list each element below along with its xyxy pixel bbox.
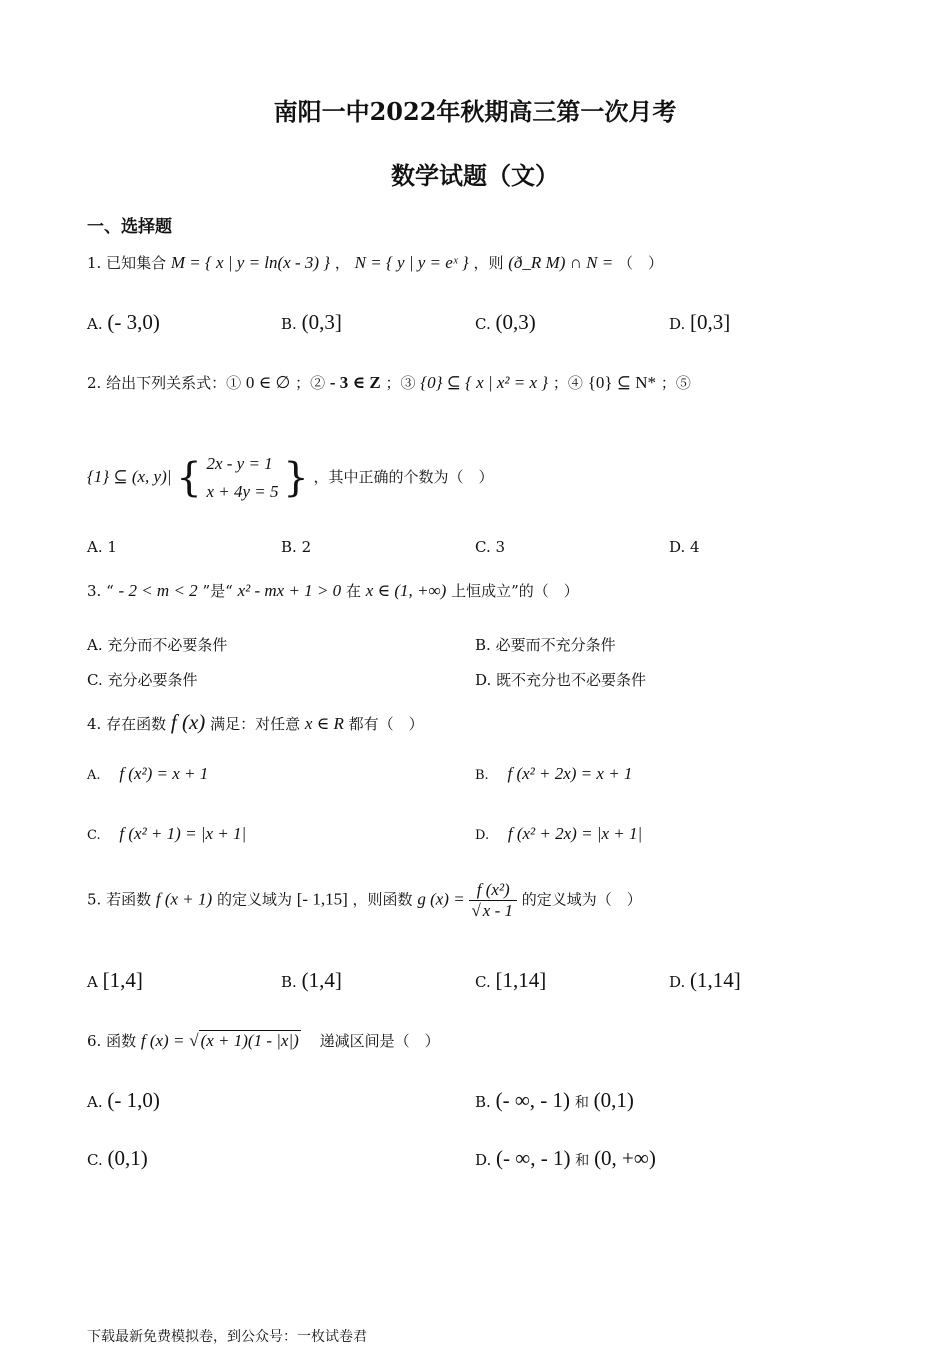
option-label: A. (87, 636, 103, 654)
right-brace-icon: } (283, 455, 309, 501)
option-label: C. (87, 671, 103, 689)
option-value: (- 1,0) (107, 1088, 160, 1112)
q2-relation-5: {1} ⊆ (x, y)| (87, 467, 172, 486)
q1-prefix: 1. 已知集合 (87, 254, 167, 272)
q5-radicand: x - 1 (482, 901, 514, 920)
q5-function: f (x + 1) (155, 889, 213, 909)
option-conjunction: 和 (575, 1153, 590, 1169)
q5-numerator: f (x²) (469, 880, 517, 901)
option-label: B. (475, 768, 489, 783)
q1-option-a[interactable] (87, 310, 160, 335)
q2-sep-3: ；③ (385, 374, 416, 392)
question-5 (87, 880, 642, 921)
q5-domain: [- 1,15] (296, 889, 348, 909)
question-6 (87, 1030, 440, 1051)
option-value: f (x² + 1) = |x + 1| (119, 824, 247, 843)
option-value: (- ∞, - 1) (495, 1088, 571, 1112)
option-value-2: (0, +∞) (594, 1146, 656, 1170)
q2-sep-2: ；② (295, 374, 326, 392)
question-3 (87, 580, 579, 601)
q4-prefix: 4. 存在函数 (87, 715, 167, 733)
q4-option-c[interactable] (87, 824, 246, 844)
option-label: C. (87, 1151, 103, 1169)
q1-option-d[interactable] (669, 310, 730, 335)
option-value: 既不充分也不必要条件 (496, 671, 647, 689)
q5-g: g (x) = (417, 889, 465, 909)
option-label: A. (87, 768, 101, 783)
q6-option-d[interactable] (475, 1146, 656, 1171)
option-value: (1,4] (301, 968, 342, 992)
q5-option-a[interactable] (87, 968, 143, 993)
option-value: 1 (107, 538, 117, 556)
option-conjunction: 和 (574, 1095, 589, 1111)
q4-option-b[interactable] (475, 764, 632, 784)
option-value: f (x²) = x + 1 (119, 764, 209, 783)
option-label: C. (87, 828, 101, 843)
option-value: f (x² + 2x) = |x + 1| (507, 824, 643, 843)
q2-equation-system (206, 450, 278, 506)
option-value: 2 (301, 538, 312, 556)
option-value: (- 3,0) (107, 310, 160, 334)
q3-option-b[interactable] (475, 634, 616, 655)
q3-option-a[interactable] (87, 634, 227, 655)
q1-option-c[interactable] (475, 310, 536, 335)
option-value: 充分必要条件 (107, 671, 198, 689)
option-value: (0,3] (301, 310, 342, 334)
q3-option-d[interactable] (475, 669, 646, 690)
q1-then: ，则 (473, 254, 504, 272)
option-value: 充分而不必要条件 (107, 636, 228, 654)
q2-option-c[interactable] (475, 538, 505, 556)
q6-prefix: 6. 函数 (87, 1032, 137, 1050)
option-value: (0,3) (495, 310, 536, 334)
q3-condition: - 2 < m < 2 (118, 581, 198, 600)
option-value: [1,4] (102, 968, 143, 992)
option-value: f (x² + 2x) = x + 1 (507, 764, 633, 783)
q2-equation-2: x + 4y = 5 (206, 482, 279, 501)
q5-mid-1: 的定义域为 (216, 890, 292, 909)
q3-range: x ∈ (1, +∞) (365, 581, 447, 600)
question-1 (87, 252, 663, 273)
q3-prefix: 3. “ (87, 582, 114, 600)
option-label: A. (87, 1093, 103, 1111)
q2-relation-4: {0} ⊆ N* (587, 373, 657, 392)
q4-suffix: 都有（ ） (348, 715, 424, 733)
option-label: C. (475, 538, 491, 556)
option-label: A (87, 973, 98, 991)
q6-radicand: (x + 1)(1 - |x|) (200, 1031, 299, 1050)
q2-option-b[interactable] (281, 538, 311, 556)
q6-option-b[interactable] (475, 1088, 634, 1113)
question-2-line-2 (87, 450, 494, 506)
option-value: [1,14] (495, 968, 547, 992)
q5-option-c[interactable] (475, 968, 546, 993)
option-label: D. (669, 973, 686, 991)
option-label: D. (669, 538, 686, 556)
option-label: A. (87, 538, 103, 556)
q1-paren: （ ） (618, 254, 664, 272)
option-value: (1,14] (690, 968, 741, 992)
option-label: B. (475, 1093, 491, 1111)
q4-mid: 满足：对任意 (210, 715, 301, 733)
option-label: D. (475, 828, 490, 843)
option-value: 必要而不充分条件 (495, 636, 616, 654)
q5-suffix: 的定义域为（ ） (521, 890, 642, 909)
option-value: (- ∞, - 1) (496, 1146, 571, 1170)
q1-set-n: N = { y | y = eˣ } (354, 253, 469, 272)
option-value: 4 (690, 538, 700, 556)
option-value-2: (0,1) (593, 1088, 634, 1112)
option-label: C. (475, 973, 491, 991)
q2-relation-2: - 3 ∈ Z (329, 373, 381, 392)
option-label: D. (475, 671, 492, 689)
q1-sep: ， (334, 254, 350, 272)
q2-equation-1: 2x - y = 1 (206, 454, 273, 473)
footer-note: 下载最新免费模拟卷，到公众号：一枚试卷君 (87, 1329, 367, 1345)
option-label: B. (475, 636, 491, 654)
question-4 (87, 710, 424, 735)
q2-sep-4: ；④ (552, 374, 583, 392)
q3-zai: 在 (345, 582, 361, 600)
q3-mid: ”是“ (202, 582, 233, 600)
q2-suffix: ，其中正确的个数为（ ） (313, 468, 494, 486)
section-heading: 一、选择题 (87, 217, 172, 237)
q3-inequality: x² - mx + 1 > 0 (237, 581, 342, 600)
q4-option-d[interactable] (475, 824, 642, 844)
q6-option-a[interactable] (87, 1088, 160, 1113)
q2-option-d[interactable] (669, 538, 700, 556)
q4-function: f (x) (170, 710, 206, 734)
q5-prefix: 5. 若函数 (87, 890, 152, 909)
q6-sqrt: √ (x + 1)(1 - |x|) (189, 1031, 299, 1050)
q6-option-c[interactable] (87, 1146, 148, 1171)
option-label: B. (281, 538, 297, 556)
q2-prefix: 2. 给出下列关系式：① (87, 374, 242, 392)
option-label: D. (669, 315, 686, 333)
q6-function: f (x) = (140, 1031, 185, 1050)
option-label: A. (87, 315, 103, 333)
q6-suffix: 递减区间是（ ） (319, 1032, 440, 1050)
option-label: D. (475, 1151, 492, 1169)
option-value: (0,1) (107, 1146, 148, 1170)
q4-option-a[interactable] (87, 764, 208, 784)
q5-option-d[interactable] (669, 968, 741, 993)
q4-domain: x ∈ R (304, 714, 344, 733)
q2-option-a[interactable] (87, 538, 117, 556)
q5-fraction (469, 880, 517, 921)
q3-suffix: 上恒成立”的（ ） (451, 582, 579, 600)
q2-relation-1: 0 ∈ ∅ (245, 373, 291, 392)
option-label: C. (475, 315, 491, 333)
left-brace-icon: { (176, 455, 202, 501)
page-subtitle: 数学试题（文） (391, 161, 559, 190)
q1-expression: (ð_R M) ∩ N = (508, 253, 614, 272)
option-value: [0,3] (690, 310, 731, 334)
q2-sep-5: ；⑤ (660, 374, 691, 392)
q5-option-b[interactable] (281, 968, 342, 993)
q5-mid-2: ，则函数 (352, 890, 413, 909)
question-2 (87, 372, 691, 393)
option-label: B. (281, 973, 297, 991)
option-label: B. (281, 315, 297, 333)
q1-option-b[interactable] (281, 310, 342, 335)
q3-option-c[interactable] (87, 669, 198, 690)
q1-set-m: M = { x | y = ln(x - 3) } (170, 253, 331, 272)
q5-denominator: √ x - 1 (471, 901, 514, 920)
page-title: 南阳一中2022年秋期高三第一次月考 (273, 97, 677, 126)
q2-relation-3: {0} ⊆ { x | x² = x } (420, 373, 549, 392)
option-value: 3 (495, 538, 506, 556)
